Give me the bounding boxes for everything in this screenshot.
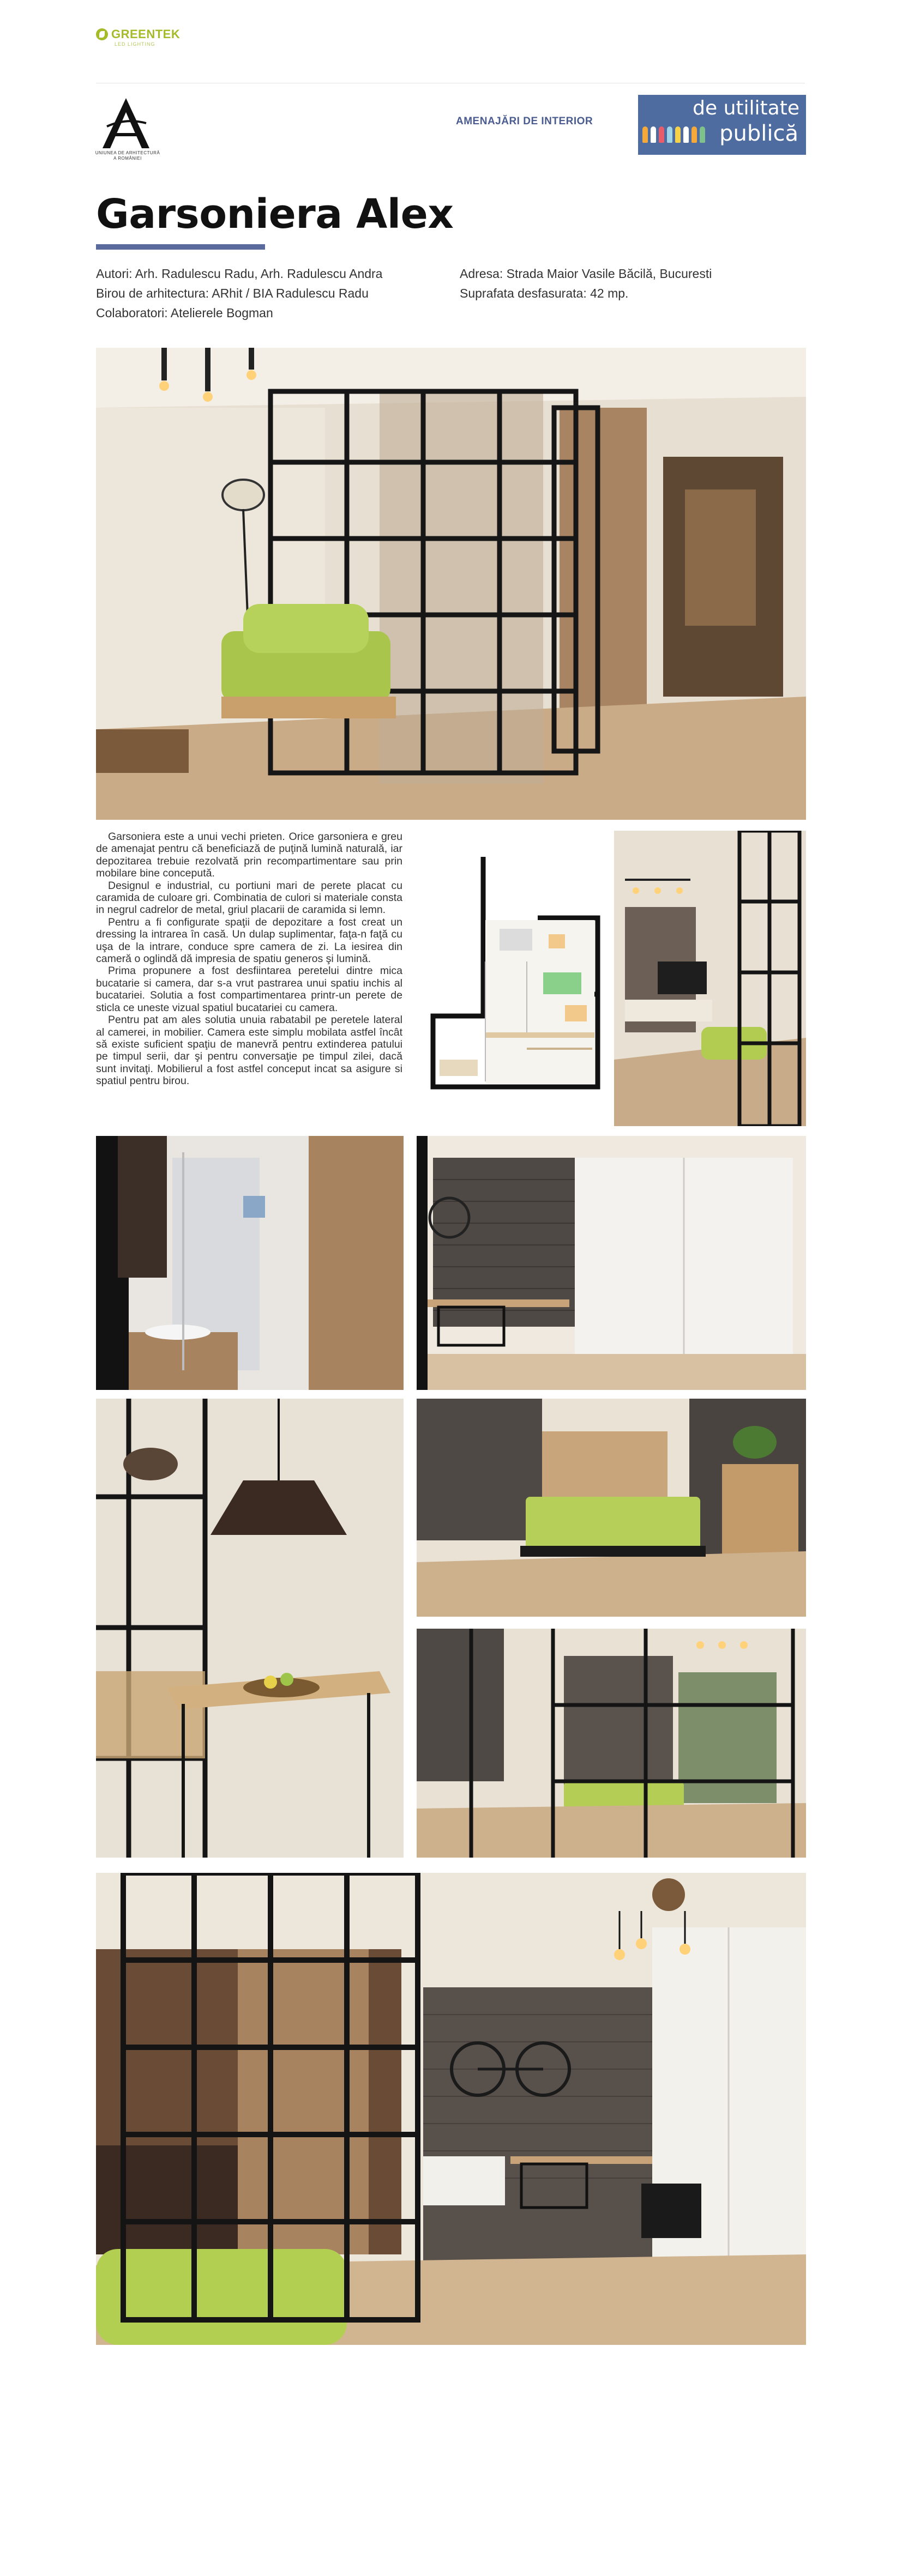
paragraph: Prima propunere a fost desfiintarea peretelui dintre mica bucatarie si camera, dar s-a vrut pastrarea unui spatiu inchis al bucatariei. Solutia a fost compartimentarea printr-un perete de sticla ce uneste vizual spatiul bucatariei cu camera. — [96, 965, 402, 1014]
collaborators: Colaboratori: Atelierele Bogman — [96, 306, 273, 320]
badge-line1: de utilitate — [693, 97, 799, 119]
greentek-logo — [96, 27, 181, 47]
photo-wall-bed — [417, 1399, 806, 1617]
photo-kitchen-glass-wall-bicycle — [96, 1873, 806, 2345]
greentek-sub: LED LIGHTING — [115, 41, 155, 47]
project-description — [96, 831, 402, 1087]
address: Adresa: Strada Maior Vasile Băcilă, Bucuresti — [460, 267, 712, 281]
surface-area: Suprafata desfasurata: 42 mp. — [460, 286, 629, 300]
floor-plan — [429, 852, 603, 1099]
authors: Autori: Arh. Radulescu Radu, Arh. Radulescu Andra — [96, 267, 383, 281]
uar-logo — [96, 94, 156, 158]
page-title: Garsoniera Alex — [96, 191, 454, 238]
photo-room-overview — [417, 1629, 806, 1858]
credits-right — [460, 264, 712, 303]
photo-dining-table-lamp — [96, 1399, 404, 1858]
credits-left — [96, 264, 382, 323]
hero-photo-living-room — [96, 348, 806, 820]
photo-glass-partition-room — [614, 831, 806, 1126]
category-label: AMENAJĂRI DE INTERIOR — [456, 116, 593, 127]
title-accent-bar — [96, 244, 265, 250]
architecture-office: Birou de arhitectura: ARhit / BIA Radulescu Radu — [96, 286, 369, 300]
paragraph: Designul e industrial, cu portiuni mari de perete placat cu caramida de culoare gri. Combinatia de culori si materiale consta in negrul cadrelor de metal, griul placarii de caramida si lemn. — [96, 879, 402, 916]
badge-line2: publică — [719, 121, 798, 146]
de-utilitate-publica-badge — [638, 95, 806, 155]
greentek-name: GREENTEK — [111, 27, 181, 41]
photo-bathroom — [96, 1136, 404, 1390]
paragraph: Pentru a fi configurate spaţii de depozitare a fost creat un dressing la intrarea în casă. Un dulap suplimentar, faţa-n faţă cu uşa de la intrare, conduce spre camera de zi. La iesirea din cameră o oglindă dă impresia de spatiu generos şi lumină. — [96, 916, 402, 965]
paragraph: Garsoniera este a unui vechi prieten. Orice garsoniera e greu de amenajat pentru că beneficiază de puţină lumină naturală, iar depozitarea trebuie rezolvată prin recompartimentare sau prin mobilare bine concepută. — [96, 831, 402, 880]
uar-text: UNIUNEA DE ARHITECTURĂ A ROMÂNIEI — [95, 150, 160, 161]
people-icon — [642, 126, 705, 143]
leaf-icon — [96, 28, 108, 40]
photo-brick-wall-desk — [417, 1136, 806, 1390]
paragraph: Pentru pat am ales solutia unuia rabatabil pe peretele lateral al camerei, in mobilier. Camera este simplu mobilata astfel încât să existe suficient spaţiu de manevră pentru extinderea patului pe timpul serii, dar şi pentru conversaţie pe timpul zilei, dacă sunt invitaţi. Mobilierul a fost astfel conceput incat sa asigure si spatiul pentru birou. — [96, 1014, 402, 1087]
